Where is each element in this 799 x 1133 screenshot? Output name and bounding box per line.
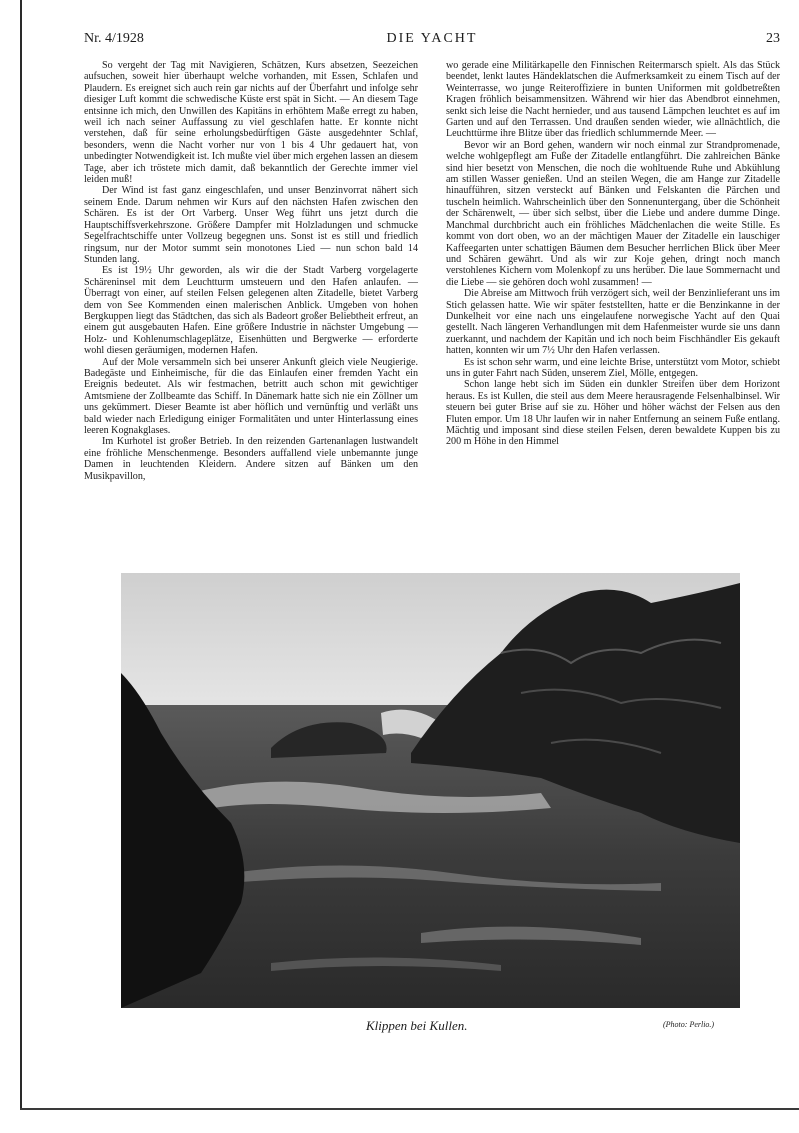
page-edge-left (20, 0, 22, 1110)
paragraph: Der Wind ist fast ganz eingeschlafen, und unser Benzinvorrat nähert sich seinem Ende. Darum nehmen wir Kurs auf den nächsten Hafen zwischen den Schären. Es ist der Ort Varberg. Unser Weg führt uns jetzt durch die Hauptschiffsverkehrszone. Größere Dampfer mit Holzladungen und schmucke Segelfrachtschiffe unter Vollzeug begegnen uns. Sonst ist es still und friedlich ringsum, nur der Motor summt sein monotones Lied — nun schon bald 14 Stunden lang. (84, 185, 418, 265)
paragraph: So vergeht der Tag mit Navigieren, Schätzen, Kurs absetzen, Seezeichen aufsuchen, soweit hier überhaupt welche vorhanden, mit Essen, Schlafen und Plaudern. Es ereignet sich auch rein gar nichts auf der Überfahrt und infolge sehr diesiger Luft kommt die schwedische Küste erst spät in Sicht. — An diesem Tage entsinne ich mich, den Unwillen des Kapitäns in erhöhtem Maße erregt zu haben, weil ich nach seiner Auffassung zu viel geschlafen hatte. Er konnte nicht verstehen, daß für seine erholungsbedürftigen Gäste ausgedehnter Schlaf, besonders, wenn die Nacht vorher nur von 1 bis 4 Uhr gedauert hat, von unbedingter Notwendigkeit ist. Ich mußte viel über mich ergehen lassen an diesem Tage, aber ich tröstete mich damit, daß bekanntlich der Gerechte immer viel leiden muß! (84, 60, 418, 186)
issue-number: Nr. 4/1928 (84, 31, 144, 46)
journal-title: DIE YACHT (386, 31, 478, 46)
coastal-rocks-photo (121, 573, 740, 1008)
figure-caption: Klippen bei Kullen. (366, 1018, 468, 1033)
page-header (84, 31, 780, 51)
paragraph: Schon lange hebt sich im Süden ein dunkler Streifen über dem Horizont heraus. Es ist Kullen, die steil aus dem Meere herausragende Felsenhalbinsel. Wir steuern bei guter Brise auf sie zu. Höher und höher wächst der Felsen aus den Fluten empor. Um 18 Uhr laufen wir in naher Entfernung an seinem Fuße entlang. Mächtig und imposant sind diese steilen Felsen, deren bewaldete Kuppen bis zu 200 m Höhe in den Himmel (446, 379, 780, 448)
paragraph: Es ist schon sehr warm, und eine leichte Brise, unterstützt vom Motor, schiebt uns in guter Fahrt nach Süden, unserem Ziel, Mölle, entgegen. (446, 356, 780, 379)
paragraph: wo gerade eine Militärkapelle den Finnischen Reitermarsch spielt. Als das Stück beendet, lenkt lautes Händeklatschen die Aufmerksamkeit zu einem Tisch auf der Weinterrasse, wo junge Reiteroffiziere in bunten Uniformen mit goldbetreßten Kragen fröhlich beisammensitzen. Während wir hier das Abendbrot einnehmen, senkt sich leise die Nacht hernieder, und aus tausend Lämpchen leuchtet es auf im Garten und auf den Terrassen. Und draußen senden wieder, wie allnächtlich, die Leuchttürme ihre Blitze über das friedlich schlummernde Meer. — (446, 60, 780, 140)
paragraph: Auf der Mole versammeln sich bei unserer Ankunft gleich viele Neugierige. Badegäste und Einheimische, für die das Einlaufen einer fremden Yacht ein Ereignis bedeutet. Als wir festmachen, betritt auch schon mit gewichtiger Amtsmiene der Zollbeamte das Schiff. In Dänemark hatte sich nie ein Zöllner um uns gekümmert. Dieser Beamte ist aber höflich und vernünftig und verläßt uns bald wieder nach Erledigung einiger Formalitäten und unter Hinterlassung eines leeren Kognakglases. (84, 356, 418, 436)
photo-credit: (Photo: Perlio.) (663, 1020, 715, 1029)
text-column-left (84, 60, 418, 482)
paragraph: Bevor wir an Bord gehen, wandern wir noch einmal zur Strandpromenade, welche wohlgepflegt am Fuße der Zitadelle entlangführt. Die zahlreichen Bänke sind hier besetzt von Menschen, die noch die wohltuende Ruhe und Abkühlung am stillen Wasser genießen. Und an steilen Wegen, die am Hange zur Zitadelle hinaufführen, sitzen versteckt auf Bänken und Felskanten die Pärchen und tuscheln heimlich. Wahrscheinlich über den Sonnenuntergang, über die Schönheit der Schärenwelt, — über sich selbst, über die Liebe und andere dumme Dinge. Manchmal durchbricht auch ein fröhliches Mädchenlachen die weite Stille. Es kommt von dort oben, wo an der mächtigen Mauer der Zitadelle ein lauschiger Kaffeegarten unter schattigen Bäumen dem Besucher herrlichen Blick über Meer und Schären gewährt. Und als wir zur Koje gehen, dringt noch manch verstohlenes Kichern vom Molenkopf zu uns herüber. Die laue Sommernacht und die Liebe — sie gehören doch wohl zusammen! — (446, 139, 780, 288)
paragraph: Im Kurhotel ist großer Betrieb. In den reizenden Gartenanlagen lustwandelt eine fröhliche Menschenmenge. Besonders auffallend viele unbemannte junge Damen in leuchtenden Kleidern. Andere sitzen auf Bänken um den Musikpavillon, (84, 436, 418, 482)
page-number: 23 (766, 31, 780, 46)
page-edge-bottom (20, 1108, 799, 1110)
paragraph: Die Abreise am Mittwoch früh verzögert sich, weil der Benzinlieferant uns im Stich gelassen hatte. Wie wir später feststellten, hatte er die Benzinkanne in der Dunkelheit vor eine nach uns eingelaufene norwegische Yacht auf den Quai gestellt. Nach längeren Verhandlungen mit dem Hafenmeister wurde sie uns dann zuerkannt, und nachdem der Kapitän und ich noch beim Fischhändler Eis gekauft hatten, konnten wir um 7½ Uhr den Hafen verlassen. (446, 288, 780, 357)
paragraph: Es ist 19½ Uhr geworden, als wir die der Stadt Varberg vorgelagerte Schäreninsel mit dem Leuchtturm umsteuern und den Hafen anlaufen. — Überragt von einer, auf steilen Felsen gelegenen alten Zitadelle, bietet Varberg dem von See Kommenden einen malerischen Anblick. Umgeben von hohen Bergkuppen liegt das Städtchen, das sich als Badeort großer Beliebtheit erfreut, an einem gut ausgebauten Hafen. Eine größere Industrie in nächster Umgebung — Holz- und Kohlenumschlageplätze, Eisenhütten und Bergwerke — erforderte wohl diesen geräumigen, modernen Hafen. (84, 265, 418, 357)
text-column-right (446, 60, 780, 448)
